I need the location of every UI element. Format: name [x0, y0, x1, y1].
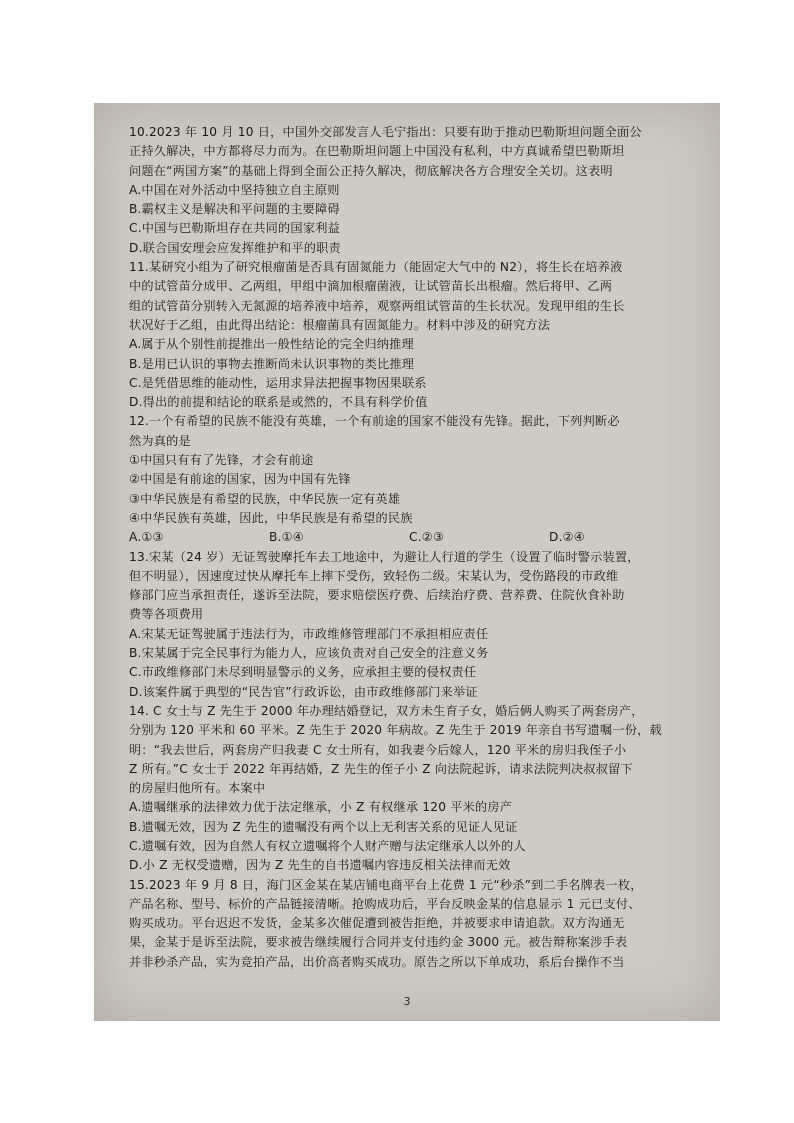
question-11	[129, 258, 691, 412]
q13-option-b: B.宋某属于完全民事行为能力人，应该负责对自己安全的注意义务	[129, 646, 489, 661]
q15-stem-line: 果，金某于是诉至法院，要求被告继续履行合同并支付违约金 3000 元。被告辩称案涉手表	[129, 935, 628, 950]
q11-option-d: D.得出的前提和结论的联系是或然的，不具有科学价值	[129, 395, 428, 410]
q10-stem-line: 正持久解决，中方都将尽力而为。在巴勒斯坦问题上中国没有私利，中方真诚希望巴勒斯坦	[129, 144, 625, 159]
q15-stem-line: 产品名称、型号、标价的产品链接清晰。抢购成功后，平台反映金某的信息显示 1 元已支付、	[129, 896, 641, 911]
q14-option-c: C.遗嘱有效，因为自然人有权立遗嘱将个人财产赠与法定继承人以外的人	[129, 838, 526, 853]
exam-paper-sheet	[94, 103, 720, 1021]
q12-choice-b: B.①④	[269, 530, 304, 545]
q14-stem-line: Z 所有。”C 女士于 2022 年再结婚，Z 先生的侄子小 Z 向法院起诉，请求法院判决叔叔留下	[129, 761, 633, 776]
q12-choice-d: D.②④	[549, 530, 585, 545]
q11-stem-line: 11.某研究小组为了研究根瘤菌是否具有固氮能力（能固定大气中的 N2），将生长在培养液	[129, 260, 623, 275]
question-13	[129, 548, 691, 702]
page-number: 3	[403, 995, 411, 1008]
question-14	[129, 702, 691, 876]
q14-stem-line: 14. C 女士与 Z 先生于 2000 年办理结婚登记，双方未生育子女，婚后俩人购买了两套房产，	[129, 703, 644, 718]
q13-option-d: D.该案件属于典型的“民告官”行政诉讼，由市政维修部门来举证	[129, 684, 478, 699]
q11-option-b: B.是用已认识的事物去推断尚未认识事物的类比推理	[129, 356, 415, 371]
q10-option-d: D.联合国安理会应发挥维护和平的职责	[129, 240, 341, 255]
q10-stem-line: 10.2023 年 10 月 10 日，中国外交部发言人毛宁指出：只要有助于推动巴勒斯坦问题全面公	[129, 125, 642, 139]
question-12	[129, 412, 691, 547]
q12-item-2: ②中国是有前途的国家，因为中国有先锋	[129, 472, 351, 487]
q11-stem-line: 中的试管苗分成甲、乙两组，甲组中滴加根瘤菌液，让试管苗长出根瘤。然后将甲、乙两	[129, 279, 613, 294]
q12-stem-line: 然为真的是	[129, 433, 191, 448]
q12-choice-c: C.②③	[409, 530, 445, 545]
q14-option-a: A.遗嘱继承的法律效力优于法定继承，小 Z 有权继承 120 平米的房产	[129, 800, 513, 815]
q13-option-c: C.市政维修部门未尽到明显警示的义务，应承担主要的侵权责任	[129, 665, 477, 680]
q14-option-d: D.小 Z 无权受遗赠，因为 Z 先生的自书遗嘱内容违反相关法律而无效	[129, 858, 511, 873]
q13-stem-line: 但不明显），因速度过快从摩托车上摔下受伤，致轻伤二级。宋某认为，受伤路段的市政维	[129, 568, 619, 583]
q11-option-c: C.是凭借思维的能动性，运用求异法把握事物因果联系	[129, 375, 427, 390]
q12-item-3: ③中华民族是有希望的民族，中华民族一定有英雄	[129, 491, 401, 506]
q10-option-a: A.中国在对外活动中坚持独立自主原则	[129, 182, 340, 197]
q12-stem-line: 12.一个有希望的民族不能没有英雄，一个有前途的国家不能没有先锋。据此，下列判断必	[129, 414, 620, 429]
q10-option-b: B.霸权主义是解决和平问题的主要障碍	[129, 202, 340, 217]
q12-choices	[129, 528, 691, 547]
q13-stem-line: 修部门应当承担责任，遂诉至法院，要求赔偿医疗费、后续治疗费、营养费、住院伙食补助	[129, 588, 625, 603]
q15-stem-line: 并非秒杀产品，实为竞拍产品，出价高者购买成功。原告之所以下单成功，系后台操作不当	[129, 954, 625, 969]
exam-content	[129, 123, 691, 972]
q12-item-1: ①中国只有有了先锋，才会有前途	[129, 453, 314, 468]
q13-stem-line: 13.宋某（24 岁）无证驾驶摩托车去工地途中，为避让人行道的学生（设置了临时警示装置，	[129, 549, 640, 564]
q14-stem-line: 明：“我去世后，两套房产归我妻 C 女士所有，如我妻今后嫁人，120 平米的房归我侄子小	[129, 742, 627, 757]
question-15	[129, 876, 691, 972]
q14-stem-line: 分别为 120 平米和 60 平米。Z 先生于 2020 年病故。Z 先生于 2019 年亲自书写遗嘱一份，载	[129, 723, 662, 738]
q11-stem-line: 组的试管苗分别转入无氮源的培养液中培养，观察两组试管苗的生长状况。发现甲组的生长	[129, 298, 625, 313]
q13-stem-line: 费等各项费用	[129, 607, 204, 622]
q14-option-b: B.遗嘱无效，因为 Z 先生的遗嘱没有两个以上无利害关系的见证人见证	[129, 819, 518, 834]
q13-option-a: A.宋某无证驾驶属于违法行为，市政维修管理部门不承担相应责任	[129, 626, 489, 641]
q15-stem-line: 购买成功。平台迟迟不发货，金某多次催促遭到被告拒绝，并被要求申请追款。双方沟通无	[129, 916, 625, 931]
q10-stem-line: 问题在“两国方案”的基础上得到全面公正持久解决，彻底解决各方合理安全关切。这表明	[129, 163, 613, 178]
q11-stem-line: 状况好于乙组，由此得出结论：根瘤菌具有固氮能力。材料中涉及的研究方法	[129, 317, 551, 332]
question-10	[129, 123, 691, 258]
q12-choice-a: A.①③	[129, 530, 164, 545]
q14-stem-line: 的房屋归他所有。本案中	[129, 781, 266, 796]
q10-option-c: C.中国与巴勒斯坦存在共同的国家利益	[129, 221, 340, 236]
q15-stem-line: 15.2023 年 9 月 8 日，海门区金某在某店铺电商平台上花费 1 元“秒杀”到二手名牌表一枚，	[129, 877, 643, 892]
q12-item-4: ④中华民族有英雄，因此，中华民族是有希望的民族	[129, 510, 413, 525]
q11-option-a: A.属于从个别性前提推出一般性结论的完全归纳推理	[129, 337, 414, 352]
